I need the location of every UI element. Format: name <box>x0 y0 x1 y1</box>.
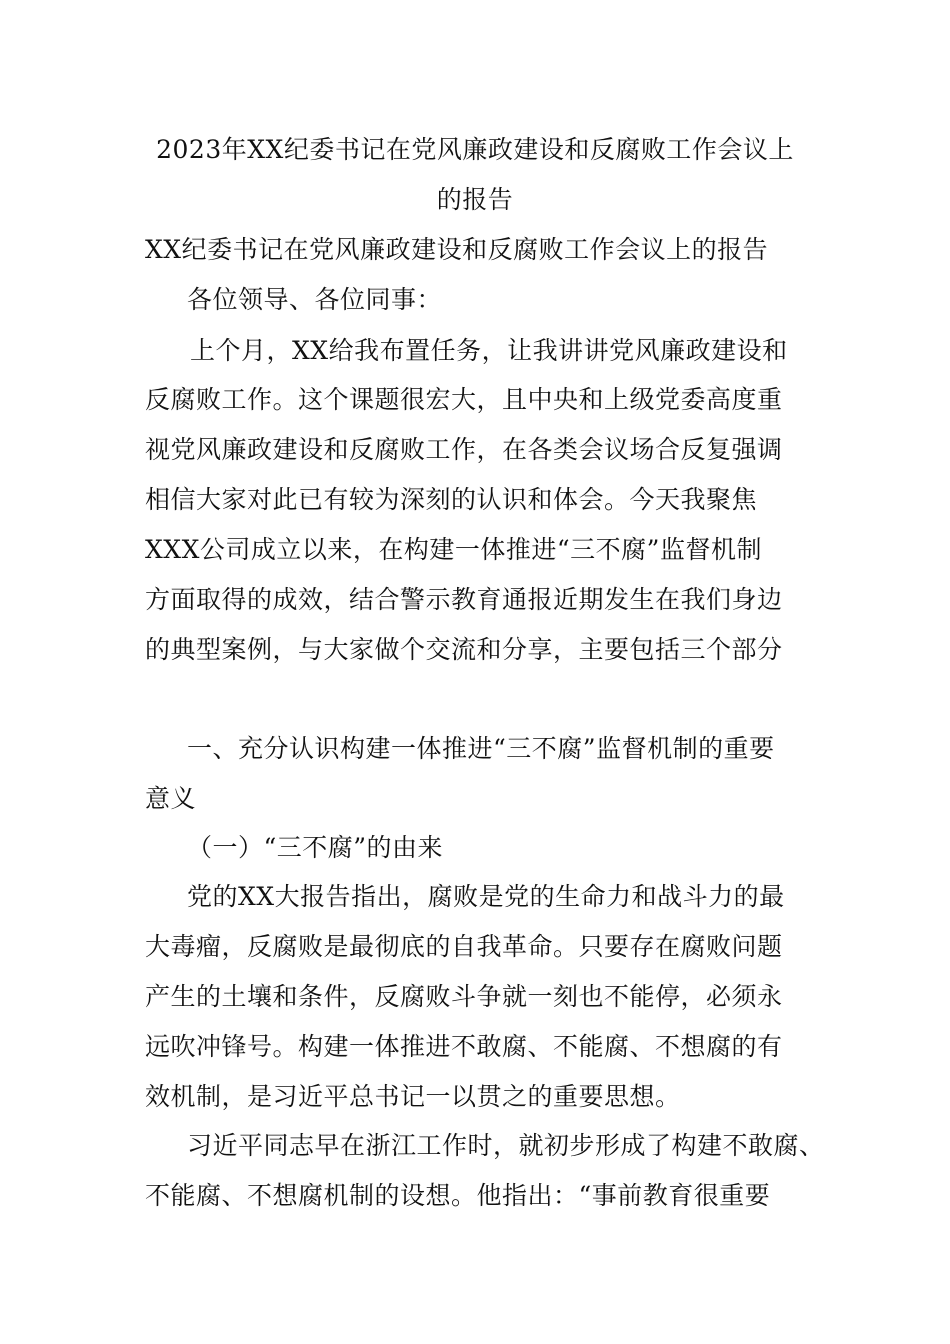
intro-line: XXX公司成立以来，在构建一体推进“三不腐”监督机制 <box>145 535 762 564</box>
paragraph-line: 远吹冲锋号。构建一体推进不敢腐、不能腐、不想腐的有 <box>145 1032 783 1061</box>
document-subtitle: XX纪委书记在党风廉政建设和反腐败工作会议上的报告 <box>145 235 769 264</box>
intro-line: 相信大家对此已有较为深刻的认识和体会。今天我聚焦 <box>145 485 758 514</box>
paragraph-line: 大毒瘤，反腐败是最彻底的自我革命。只要存在腐败问题 <box>145 932 783 961</box>
section-heading-line: 意义 <box>145 784 197 813</box>
intro-line: 视党风廉政建设和反腐败工作，在各类会议场合反复强调 <box>145 435 783 464</box>
section-heading-line: 一、充分认识构建一体推进“三不腐”监督机制的重要 <box>187 734 775 763</box>
subsection-heading: （一）“三不腐”的由来 <box>187 833 444 862</box>
intro-line: 方面取得的成效，结合警示教育通报近期发生在我们身边 <box>145 585 783 614</box>
paragraph-line: 产生的土壤和条件，反腐败斗争就一刻也不能停，必须永 <box>145 982 783 1011</box>
paragraph-line: 党的XX大报告指出，腐败是党的生命力和战斗力的最 <box>187 882 785 911</box>
paragraph-line: 效机制，是习近平总书记一以贯之的重要思想。 <box>145 1082 681 1111</box>
salutation: 各位领导、各位同事： <box>187 285 443 314</box>
intro-line: 的典型案例，与大家做个交流和分享，主要包括三个部分 <box>145 635 783 664</box>
intro-line: 反腐败工作。这个课题很宏大，且中央和上级党委高度重 <box>145 385 783 414</box>
paragraph-line: 不能腐、不想腐机制的设想。他指出：“事前教育很重要 <box>145 1181 771 1210</box>
document-title-line-2: 的报告 <box>436 185 514 214</box>
intro-line: 上个月，XX给我布置任务，让我讲讲党风廉政建设和 <box>190 336 788 365</box>
paragraph-line: 习近平同志早在浙江工作时，就初步形成了构建不敢腐、 <box>187 1131 825 1160</box>
document-title-line-1: 2023年XX纪委书记在党风廉政建设和反腐败工作会议上 <box>156 135 794 164</box>
